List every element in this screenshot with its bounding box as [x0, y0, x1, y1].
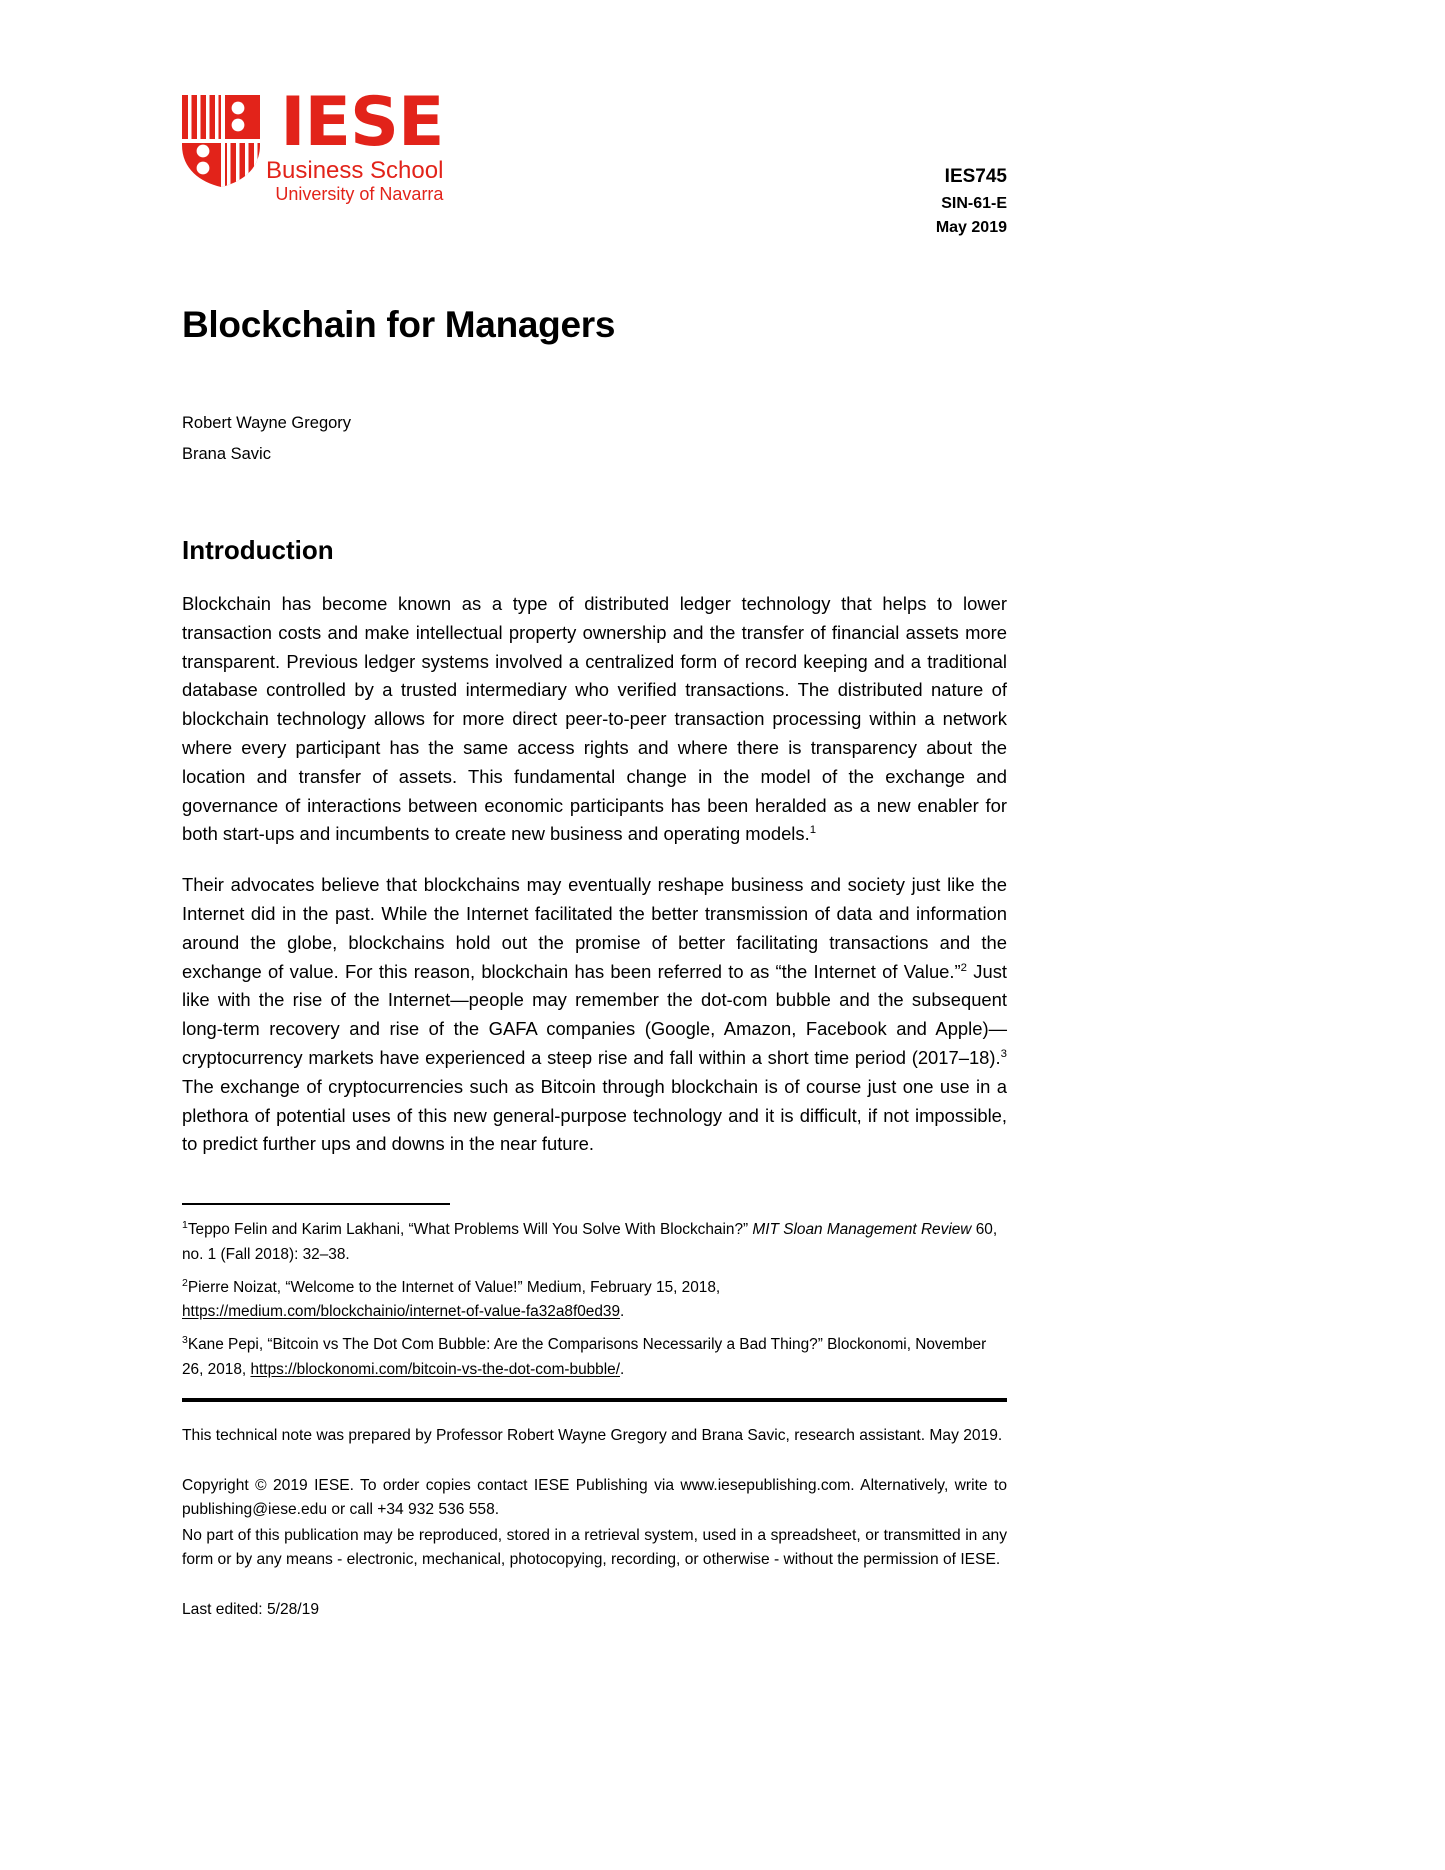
preparation-note: This technical note was prepared by Professor Robert Wayne Gregory and Brana Savic, research assistant. May 2019.: [182, 1427, 1003, 1445]
footnote-item: [182, 1276, 1007, 1325]
document-reference-block: [936, 163, 1007, 241]
section-heading-introduction: Introduction: [182, 535, 334, 566]
paragraph-2-text-a: Their advocates believe that blockchains may eventually reshape business and society just like the Internet did in the past. While the Internet facilitated the better transmission of data and information around the globe, blockchains hold out the promise of better facilitating transactions and the exchange of value. For this reason, blockchain has been referred to as “the Internet of Value.”: [182, 874, 1007, 982]
footnote-link[interactable]: https://medium.com/blockchainio/internet-of-value-fa32a8f0ed39: [182, 1303, 621, 1321]
footnote-text-tail: .: [620, 1360, 625, 1378]
footnote-text: Teppo Felin and Karim Lakhani, “What Problems Will You Solve With Blockchain?”: [187, 1221, 753, 1239]
paragraph-2-text-c: The exchange of cryptocurrencies such as Bitcoin through blockchain is of course just one use in a plethora of potential uses of this new general-purpose technology and it is difficult, if not impossible, to predict further ups and downs in the near future.: [182, 1075, 1007, 1155]
footnote-text: Pierre Noizat, “Welcome to the Internet of Value!” Medium, February 15, 2018,: [187, 1278, 721, 1296]
footnote-separator-rule: [182, 1203, 450, 1205]
footnote-marker: 1: [182, 1220, 188, 1232]
footnote-text-tail: 60, no. 1 (Fall 2018): 32–38.: [182, 1221, 998, 1263]
author-name: Robert Wayne Gregory: [182, 414, 352, 432]
footnote-item: [182, 1333, 1007, 1382]
document-header: [182, 0, 1007, 237]
footnote-marker: 3: [182, 1335, 188, 1347]
document-reference-number: IES745: [944, 166, 1007, 187]
author-list: [182, 408, 1007, 469]
page-title: Blockchain for Managers: [182, 304, 616, 345]
body-paragraph-1: [182, 590, 1007, 849]
iese-shield-crest-icon: [182, 95, 260, 187]
footnote-text: Kane Pepi, “Bitcoin vs The Dot Com Bubble: Are the Comparisons Necessarily a Bad Thing?” Blockonomi, November 26, 2018,: [182, 1336, 987, 1378]
iese-logo-text: [266, 83, 444, 205]
document-date: May 2019: [935, 219, 1007, 237]
iese-logo-business-school: Business School: [266, 156, 444, 184]
paragraph-1-text: Blockchain has become known as a type of distributed ledger technology that helps to lower transaction costs and make intellectual property ownership and the transfer of financial assets more transparent. Previous ledger systems involved a centralized form of record keeping and a traditional database controlled by a trusted intermediary who verified transactions. The distributed nature of blockchain technology allows for more direct peer-to-peer transaction processing within a network where every participant has the same access rights and where there is transparency about the location and transfer of assets. This fundamental change in the model of the exchange and governance of interactions between economic participants has been heralded as a new enabler for both start-ups and incumbents to create new business and operating models.: [182, 593, 1007, 845]
document-code: SIN-61-E: [941, 194, 1007, 212]
footnote-ref-1[interactable]: 1: [809, 824, 817, 837]
footer-separator-rule: [182, 1398, 1007, 1402]
footnote-link[interactable]: https://blockonomi.com/bitcoin-vs-the-dot-com-bubble/: [250, 1360, 621, 1378]
iese-wordmark: IESE: [280, 83, 444, 162]
last-edited-date: Last edited: 5/28/19: [182, 1601, 319, 1619]
paragraph-2-text-b: Just like with the rise of the Internet—people may remember the dot-com bubble and the subsequent long-term recovery and rise of the GAFA companies (Google, Amazon, Facebook and Apple)—cryptocurrency markets have experienced a steep rise and fall within a short time period (2017–18).: [182, 960, 1007, 1068]
footnote-item: [182, 1218, 1007, 1267]
reproduction-terms: No part of this publication may be reproduced, stored in a retrieval system, used in a spreadsheet, or transmitted in any form or by any means - electronic, mechanical, photocopying, recording, or otherwise - without the permission of IESE.: [182, 1526, 1007, 1568]
iese-logo-university: University of Navarra: [275, 184, 444, 205]
footnote-ref-2[interactable]: 2: [960, 961, 967, 974]
body-paragraph-2: [182, 871, 1007, 1159]
footnote-journal-title: MIT Sloan Management Review: [752, 1221, 972, 1239]
page-content: [182, 0, 1007, 1622]
author-name: Brana Savic: [182, 444, 271, 463]
footnote-ref-3[interactable]: 3: [1000, 1047, 1007, 1060]
footnote-text-tail: .: [620, 1303, 625, 1321]
copyright-notice: Copyright © 2019 IESE. To order copies contact IESE Publishing via www.iesepublishing.com. Alternatively, write to publishing@iese.edu or call +34 932 536 558.: [182, 1476, 1007, 1518]
iese-logo: [182, 83, 444, 205]
footnotes-section: [182, 1218, 1007, 1382]
footnote-marker: 2: [182, 1277, 188, 1289]
